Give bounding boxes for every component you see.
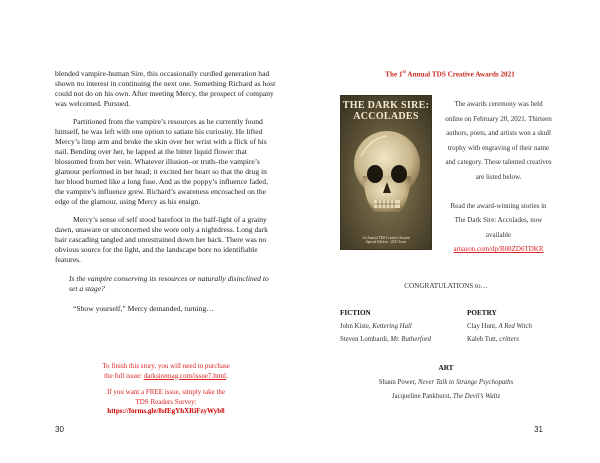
winner-name: Shaun Power,: [378, 379, 418, 386]
winner-name: Steven Lombardi,: [340, 336, 391, 343]
awards-title-post: Annual TDS Creative Awards 2021: [406, 70, 515, 79]
awards-title-sup: st: [402, 70, 406, 75]
art-heading: ART: [438, 364, 454, 372]
poetry-heading: POETRY: [467, 309, 497, 317]
awards-blurb: [445, 97, 552, 257]
book-cover: [340, 95, 432, 250]
winner-work: The Devil’s Waltz: [452, 393, 501, 400]
art-entry: [340, 393, 552, 400]
story-paragraph: Mercy’s sense of self stood barefoot in the half-light of a grainy dawn, unaware or unconcerned she wore only a nightdress. Long dark hair cascading tangled and unrestrained down her back. There was no obvious source for the light, and the landscape bore no identifiable features.: [55, 215, 268, 264]
winner-name: Jacqueline Pankhurst,: [391, 393, 453, 400]
italic-thought: Is the vampire conserving its resources or naturally disinclined to set a stage?: [69, 274, 269, 293]
story-paragraph: Partitioned from the vampire’s resources as he currently found himself, he was left with one option to satiate his curiosity. He lifted Mercy’s limp arm and broke the skin over her wrist with a flick of his nail. Bending over her, he lapped at the bitter liquid flower that blossomed from her vein. Whatever illusion–or truth–the vampire’s glamour performed in her head; it excited her heart so that the drug in her blood burned like a long fuse. And as the poppy’s influence faded, the vampire’s influence grew. Richard’s awareness encroached on the edge of the glamour, using Mercy as his ensign.: [55, 117, 268, 206]
fiction-heading: FICTION: [340, 309, 371, 317]
promo-suffix: .: [226, 371, 228, 380]
winner-work: critters: [499, 336, 519, 343]
issue-link[interactable]: darksiremag.com/issue7.html: [143, 371, 227, 380]
survey-link[interactable]: https://forms.gle/8sfEgYhXRiFzyWyb8: [107, 407, 225, 415]
page-number-right: 31: [534, 425, 543, 434]
cover-title-line: ACCOLADES: [353, 111, 419, 122]
story-excerpt: [55, 69, 277, 314]
winner-work: Mr. Rutherford: [390, 336, 431, 343]
promo-prefix: the full issue:: [104, 371, 144, 380]
cover-sub-line: Special Edition · 2021 Issue: [365, 240, 407, 245]
dialog-line: “Show yourself,” Mercy demanded, turning…: [73, 304, 214, 313]
read-more-text: Read the award-winning stories in The Dark Sire: Accolades, now available: [450, 201, 547, 239]
ceremony-text: The awards ceremony was held online on February 20, 2021. Thirteen authors, poets, and artists won a skull trophy with engraving of their name and category. These talented creatives are listed below.: [445, 100, 552, 181]
cover-sub-line: 1st Annual TDS Creative Awards: [362, 235, 410, 240]
cover-subtitle: [341, 236, 431, 245]
winner-work: Kettering Hall: [372, 323, 412, 330]
amazon-link[interactable]: amazon.com/dp/B08ZD6TDKR: [453, 245, 544, 254]
purchase-promo: [55, 362, 277, 417]
winner-name: Kaleb Tutt,: [467, 336, 500, 343]
fiction-entry: [340, 323, 412, 330]
winner-name: Clay Hunt,: [467, 323, 499, 330]
promo-line: If you want a FREE issue, simply take the: [106, 388, 225, 396]
cover-title: [341, 100, 431, 122]
promo-line: [55, 372, 277, 382]
awards-title-pre: The 1: [385, 70, 403, 79]
cover-title-line: THE DARK SIRE:: [342, 100, 430, 111]
promo-line: To finish this story, you will need to purchase: [102, 362, 230, 370]
congrats-heading: CONGRATULATIONS to…: [404, 282, 488, 290]
page-number-left: 30: [55, 425, 64, 434]
winner-work: A Red Witch: [498, 323, 533, 330]
awards-title: [340, 70, 560, 78]
promo-line: TDS Readers Survey:: [135, 397, 197, 406]
winner-name: John Kiste,: [340, 323, 373, 330]
story-paragraph: blended vampire-human Sire, this occasionally curdled generation had shown no interest in continuing the next one. Something Richard as host could not do on his own. After meeting Mercy, the prospect of company was welcomed. Pursued.: [55, 69, 276, 108]
art-entry: [340, 379, 552, 386]
fiction-entry: [340, 336, 431, 343]
poetry-entry: [467, 323, 532, 330]
winner-work: Never Talk to Strange Psychopaths: [417, 379, 514, 386]
poetry-entry: [467, 336, 519, 343]
